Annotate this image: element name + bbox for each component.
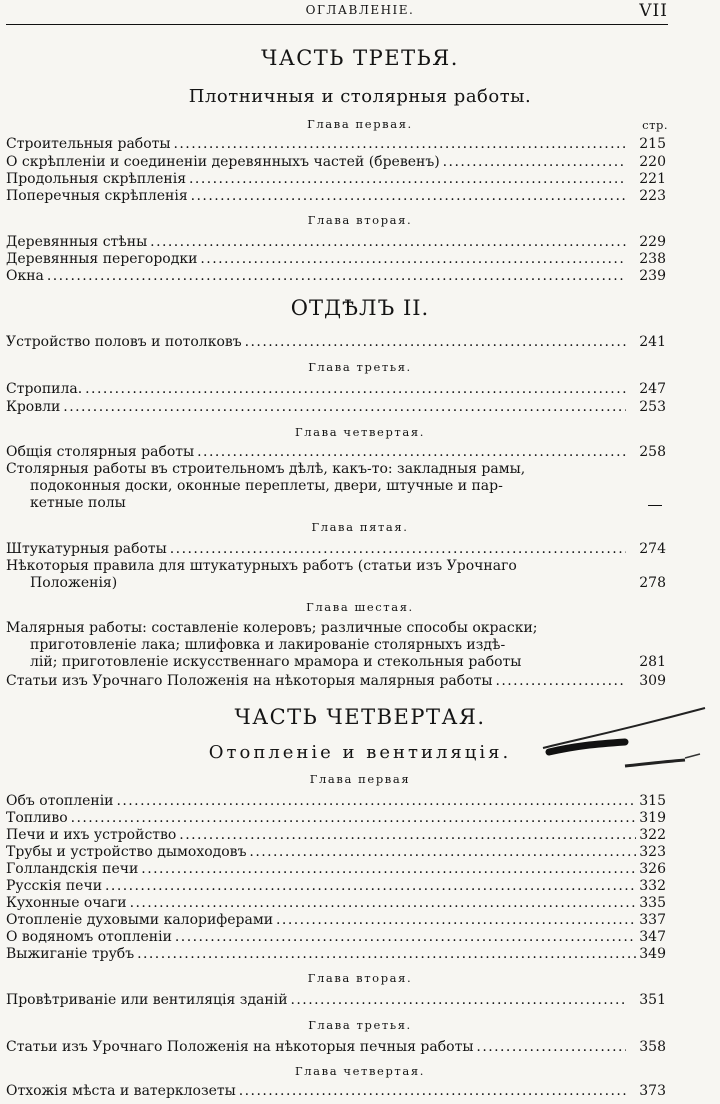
toc-entry-title: Поперечныя скрѣпленія . . . — [6, 187, 626, 205]
toc-entry-line: подоконныя доски, оконные переплеты, двери, штучные и пар- — [30, 478, 503, 494]
toc-entry[interactable] — [6, 398, 666, 416]
toc-entry[interactable] — [6, 333, 666, 351]
toc-entry-title: Печи и ихъ устройство . . . — [6, 826, 636, 844]
toc-entry[interactable] — [6, 1082, 666, 1100]
chapter-heading: Глава первая. — [307, 117, 413, 131]
toc-entry[interactable] — [6, 672, 666, 690]
toc-entry-multiline[interactable] — [6, 461, 666, 512]
toc-entry-page: 223 — [639, 188, 666, 204]
toc-entry-title: О водяномъ отопленіи . . . — [6, 928, 636, 946]
toc-entry-title: Кровли . . . — [6, 398, 626, 416]
toc-entry-title: Отопленіе духовыми калориферами . . . — [6, 911, 636, 929]
toc-entry-title: Русскія печи . . . — [6, 877, 636, 895]
toc-entry[interactable] — [6, 1038, 666, 1056]
toc-entry-line: Положенія) — [30, 575, 118, 591]
chapter-heading: Глава четвертая. — [295, 425, 425, 439]
toc-entry-title: О скрѣпленіи и соединеніи деревянныхъ частей (бревенъ) . . . — [6, 153, 626, 171]
toc-entry-page: 247 — [639, 381, 666, 397]
toc-entry[interactable] — [6, 826, 666, 844]
toc-entry[interactable] — [6, 135, 666, 153]
toc-entry-page: 239 — [639, 268, 666, 284]
section-title: ОТДѢЛЪ II. — [290, 296, 430, 320]
toc-entry-page: 347 — [639, 929, 666, 945]
toc-entry-page: 337 — [639, 912, 666, 928]
toc-entry-page: 220 — [639, 154, 666, 170]
toc-entry[interactable] — [6, 945, 666, 963]
toc-entry[interactable] — [6, 443, 666, 461]
toc-entry-page: 238 — [639, 251, 666, 267]
toc-entry-page: 221 — [639, 171, 666, 187]
toc-entry-multiline[interactable] — [6, 620, 666, 671]
toc-entry[interactable] — [6, 233, 666, 251]
toc-entry[interactable] — [6, 540, 666, 558]
toc-entry[interactable] — [6, 267, 666, 285]
toc-entry-title: Продольныя скрѣпленія . . . — [6, 170, 626, 188]
toc-entry[interactable] — [6, 170, 666, 188]
toc-entry-page: 215 — [639, 136, 666, 152]
toc-entry-title: Статьи изъ Урочнаго Положенія на нѣкоторыя печныя работы . . . — [6, 1038, 626, 1056]
toc-entry-line: Столярныя работы въ строительномъ дѣлѣ, какъ-то: закладныя рамы, — [6, 461, 526, 477]
toc-entry-page: 373 — [639, 1083, 666, 1099]
toc-entry-page: 332 — [639, 878, 666, 894]
page-dash — [648, 505, 662, 506]
part-three-title: ЧАСТЬ ТРЕТЬЯ. — [261, 46, 459, 70]
toc-entry-page: 315 — [639, 793, 666, 809]
toc-entry[interactable] — [6, 843, 666, 861]
toc-entry[interactable] — [6, 792, 666, 810]
toc-entry-title: Топливо . . . — [6, 809, 636, 827]
chapter-heading: Глава четвертая. — [295, 1064, 425, 1078]
toc-entry-title: Трубы и устройство дымоходовъ . . . — [6, 843, 636, 861]
toc-entry[interactable] — [6, 153, 666, 171]
toc-entry[interactable] — [6, 809, 666, 827]
running-head — [0, 0, 720, 22]
toc-entry-page: 319 — [639, 810, 666, 826]
chapter-heading: Глава шестая. — [306, 600, 414, 614]
toc-entry-title: Устройство половъ и потолковъ . . . — [6, 333, 626, 351]
toc-entry-title: Выжиганіе трубъ . . . — [6, 945, 636, 963]
toc-entry-title: Кухонные очаги . . . — [6, 894, 636, 912]
toc-entry-line: приготовленіе лака; шлифовка и лакированіе столярныхъ издѣ- — [30, 637, 506, 653]
toc-entry-title: Провѣтриваніе или вентиляція зданій . . . — [6, 991, 626, 1009]
header-rule — [6, 24, 668, 25]
ink-stroke-mark — [535, 700, 715, 780]
chapter-heading: Глава пятая. — [311, 520, 409, 534]
toc-entry-title: Стропила. . . . — [6, 380, 626, 398]
toc-entry-title: Отхожія мѣста и ватерклозеты . . . — [6, 1082, 626, 1100]
page-number: VII — [639, 1, 668, 21]
toc-entry-page: 358 — [639, 1039, 666, 1055]
toc-entry-title: Голландскія печи . . . — [6, 860, 636, 878]
toc-entry-page: 335 — [639, 895, 666, 911]
toc-entry-page: 322 — [639, 827, 666, 843]
toc-entry[interactable] — [6, 877, 666, 895]
part-four-title: ЧАСТЬ ЧЕТВЕРТАЯ. — [234, 705, 486, 729]
chapter-heading: Глава вторая. — [307, 971, 413, 985]
toc-entry-title: Строительныя работы . . . — [6, 135, 626, 153]
running-head-title: ОГЛАВЛЕНІЕ. — [305, 3, 415, 17]
toc-entry[interactable] — [6, 991, 666, 1009]
toc-entry-title: Штукатурныя работы . . . — [6, 540, 626, 558]
toc-entry-title: Общія столярныя работы . . . — [6, 443, 626, 461]
toc-entry[interactable] — [6, 894, 666, 912]
toc-entry[interactable] — [6, 250, 666, 268]
toc-entry-page: 326 — [639, 861, 666, 877]
toc-entry-line: Нѣкоторыя правила для штукатурныхъ работъ (статьи изъ Урочнаго — [6, 558, 517, 574]
toc-entry-line: лій; приготовленіе искусственнаго мрамора и стекольныя работы — [30, 654, 522, 670]
toc-entry[interactable] — [6, 380, 666, 398]
toc-entry[interactable] — [6, 187, 666, 205]
toc-entry[interactable] — [6, 928, 666, 946]
toc-entry-page: 229 — [639, 234, 666, 250]
toc-entry-title: Окна . . . — [6, 267, 626, 285]
toc-entry-title: Объ отопленіи . . . — [6, 792, 636, 810]
toc-entry-page: 258 — [639, 444, 666, 460]
toc-entry-line: кетные полы — [30, 495, 126, 511]
toc-entry-page: 351 — [639, 992, 666, 1008]
page-column-label: стр. — [642, 118, 668, 132]
toc-entry-page: 309 — [639, 673, 666, 689]
toc-entry-page: 349 — [639, 946, 666, 962]
toc-entry-page: 253 — [639, 399, 666, 415]
chapter-heading: Глава первая — [309, 772, 411, 786]
part-three-subtitle: Плотничныя и столярныя работы. — [188, 86, 532, 107]
toc-entry-page: 281 — [639, 654, 666, 670]
toc-entry-line: Малярныя работы: составленіе колеровъ; различные способы окраски; — [6, 620, 538, 636]
toc-entry-multiline[interactable] — [6, 558, 666, 592]
toc-entry-title: Деревянныя перегородки . . . — [6, 250, 626, 268]
toc-entry-page: 278 — [639, 575, 666, 591]
chapter-heading: Глава третья. — [308, 360, 412, 374]
toc-entry-page: 241 — [639, 334, 666, 350]
toc-entry-page: 323 — [639, 844, 666, 860]
toc-entry[interactable] — [6, 911, 666, 929]
toc-entry-page: 274 — [639, 541, 666, 557]
toc-entry-title: Деревянныя стѣны . . . — [6, 233, 626, 251]
chapter-heading: Глава вторая. — [307, 213, 413, 227]
chapter-heading: Глава третья. — [308, 1018, 412, 1032]
part-four-subtitle: Отопленіе и вентиляція. — [208, 742, 512, 763]
toc-entry[interactable] — [6, 860, 666, 878]
toc-entry-title: Статьи изъ Урочнаго Положенія на нѣкоторыя малярныя работы . . . — [6, 672, 626, 690]
